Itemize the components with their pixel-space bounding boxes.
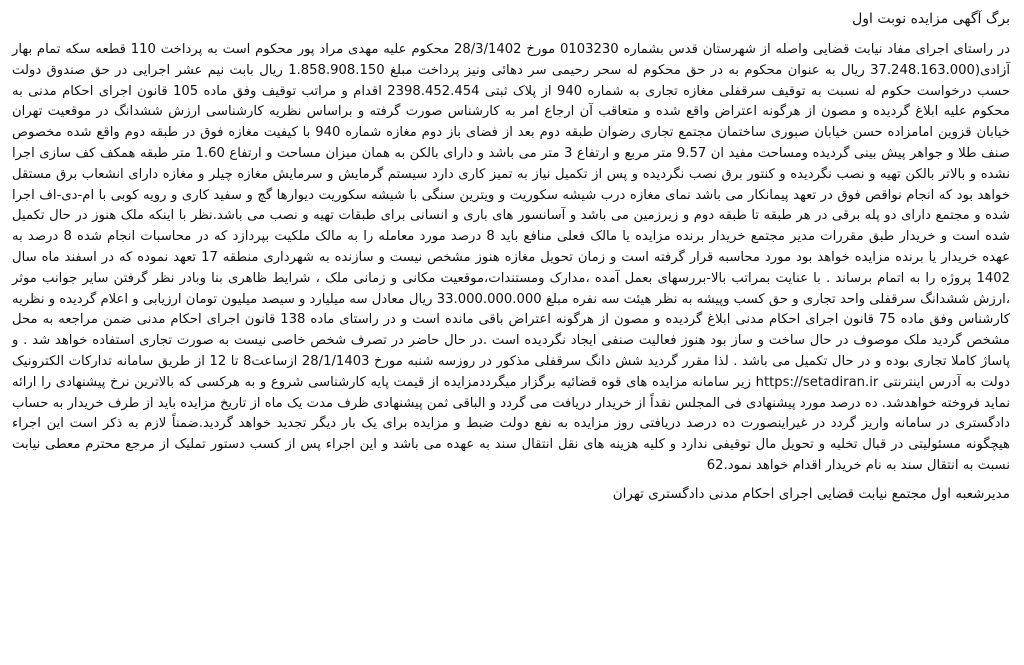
notice-signature: مدیرشعبه اول مجتمع نیابت قضایی اجرای احکام مدنی دادگستری تهران (612, 485, 1010, 502)
notice-body: در راستای اجرای مفاد نیابت قضایی واصله از شهرستان قدس بشماره 0103230 مورخ 28/3/1402 محکوم علیه مهدی مراد پور محکوم است به پرداخت 110 قطعه سکه تمام بهار آزادی(37.248.163.000 ریال به عنوان محکوم به در حق محکوم له سحر رحیمی سر دهائی ونیز پرداخت مبلغ 1.858.908.150 ریال بابت نیم عشر اجرایی در حق صندوق دولت حسب درخواست حکوم له نسبت به توقیف سرقفلی مغازه تجاری به شماره 940 از پلاک ثبتی 2398.452.454 اقدام و مراتب توقیف وفق ماده 105 قانون اجرای احکام مدنی به محکوم علیه ابلاغ گردیده و مصون از هرگونه اعتراض واقع شده و متعاقب آن ارجاع امر به کارشناس صورت گرفته و براساس نظریه کارشناسی ارزش ششدانگ در موقعیت تهران خیابان قزوین امامزاده حسن خیابان صبوری ساختمان مجتمع تجاری رضوان طبقه دوم بعد از فضای باز دوم مغازه شماره 940 با کیفیت مغازه فوق در طبقه دوم واقع شده مخصوص صنف طلا و جواهر پیش بینی گردیده ومساحت مفید ان 9.57 متر مربع و ارتفاع 3 متر می باشد و دارای بالکن به همان میزان مساحت و ارتفاع 1.60 متر طبقه همکف کف سازی اجرا نشده و بالاتر بالکن تهیه و نصب نگردیده و کنتور برق نصب نگردیده و پس از تکمیل نیاز به تمیز کاری دارد سیستم گرمایش و سرمایش مغازه چیلر و مغازه دارای انشعاب برق مستقل خواهد بود که انجام نواقص فوق در تعهد پیمانکار می باشد نمای مغازه درب شیشه سکوریت و ویترین سنگی با شیشه سکوریت دیوارها گچ و سفید کاری و رویه کوبی با ام-دی-اف اجرا شده و مجتمع دارای دو پله برقی در هر طبقه تا طبقه دوم و زیرزمین می باشد و آسانسور های باری و انسانی برای طبقات تهیه و نصب می باشد.نظر با اینکه ملک هنوز در حال تکمیل شده است و خریدار طبق مقررات مدیر مجتمع خریدار برنده مزایده یا مالک فعلی منافع باید 8 درصد مورد معامله را به مالک ملکیت بپردازد که در محاسبات انجام شده 8 درصد به عهده خریدار یا برنده مزایده خواهد بود مورد محاسبه قرار گرفته است و زمان تحویل مغازه هنوز مشخص نیست و سازنده به شهرداری منطقه 17 تعهد نموده که در اسفند ماه سال 1402 پروژه را به اتمام برساند . با عنایت بمراتب بالا-بررسهای بعمل آمده ،مدارک ومستندات،موقعیت مکانی و زمانی ملک ، شرایط ظاهری بنا وبادر نظر گرفتن سایر جوانب موثر ،ارزش ششدانگ سرقفلی واحد تجاری و حق کسب وپیشه به نظر هیئت سه نفره مبلغ 33.000.000.000 ریال معادل سه میلیارد و سیصد میلیون تومان ارزیابی و اعلام گردیده و نظریه کارشناس وفق ماده 75 قانون اجرای احکام مدنی ابلاغ گردیده و مصون از هرگونه اعتراض باقی مانده است و در راستای ماده 138 قانون اجرای احکام مدنی ضمن مراجعه به محل مشخص گردید ملک موصوف در حال ساخت و ساز بود هنوز فعالیت صنفی ایجاد نگردیده است .در حال حاضر در تصرف شخص خاصی نیست به صورت تجاری استفاده خواهد شد . و پاساژ کاملا تجاری بوده و در حال تکمیل می باشد . لذا مقرر گردید شش دانگ سرقفلی مذکور در روزسه شنبه مورخ 28/1/1403 ازساعت8 تا 12 از طریق سامانه تدارکات الکترونیک دولت به آدرس اینترنتی https://setadiran.ir زیر سامانه مزایده های قوه قضائیه برگزار میگرددمزایده از قیمت پایه کارشناسی شروع و به هرکسی که بالاترین نرخ پیشنهادی را ارائه نماید فروخته خواهدشد. ده درصد مورد پیشنهادی فی المجلس نقداً از خریدار دریافت می گردد و الباقی ثمن پیشنهادی ظرف مدت یک ماه از تاریخ مزایده باید از طرف خریدار به حساب دادگستری در سامانه واریز گردد در غیراینصورت ده درصد دریافتی روز مزایده به نفع دولت ضبط و مزایده برای یک بار دیگر تجدید خواهد گردید.ضمناً لازم به ذکر است این اجراء هیچگونه مسئولیتی در قبال تخلیه و تحویل مال توقیفی ندارد و کلیه هزینه های نقل انتقال سند به عهده می باشد و این اجراء پس از کسب دستور تملیک از مرجع محترم معطی نیابت نسبت به انتقال سند به نام خریدار اقدام خواهد نمود.62 (12, 42, 1011, 473)
notice-title: برگ آگهی مزایده نوبت اول (852, 11, 1010, 27)
